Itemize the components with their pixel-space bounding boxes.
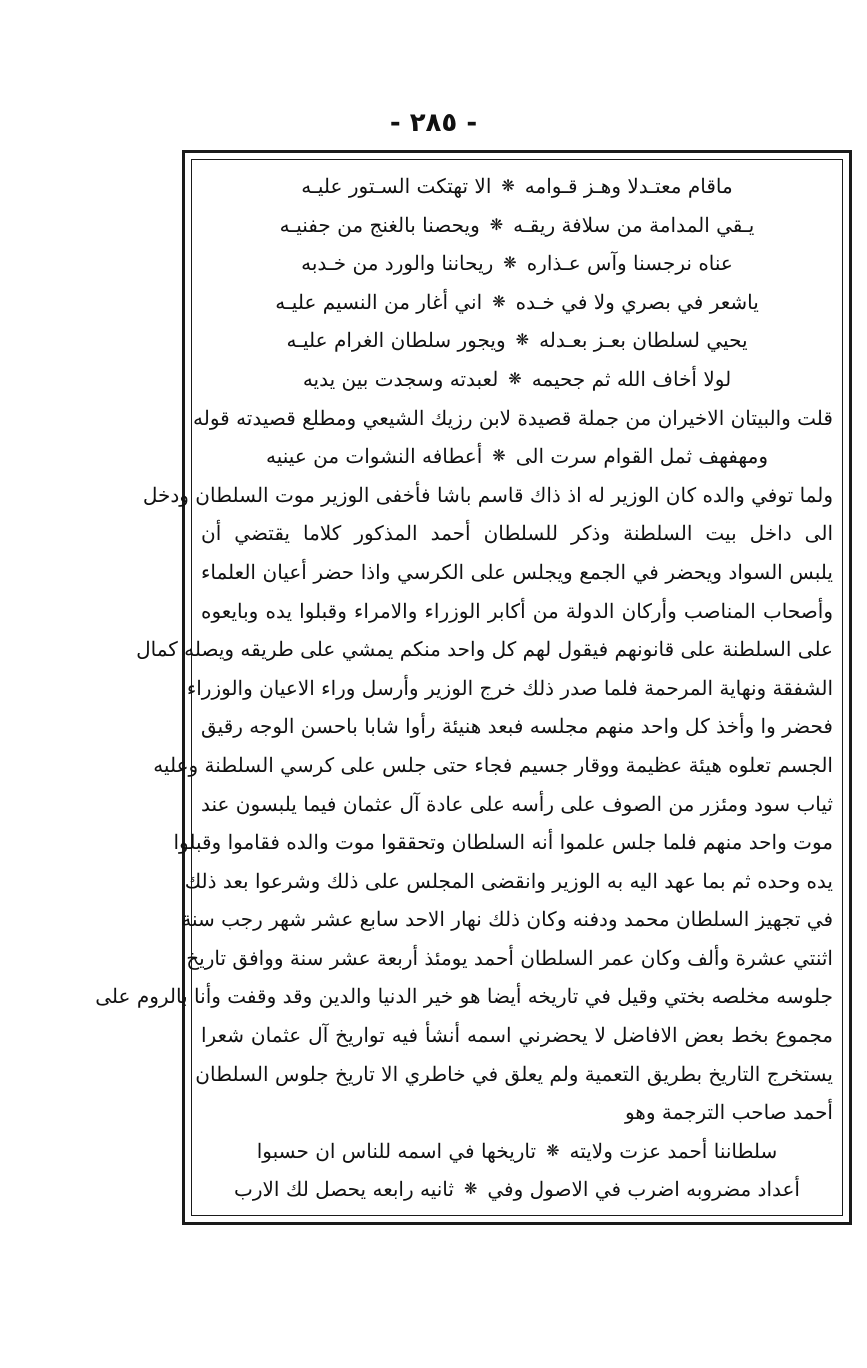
verse-separator-star-icon: ❋ <box>501 176 515 195</box>
prose-line: موت واحد منهم فلما جلس علموا أنه السلطان وتحققوا موت والده فقاموا وقبلوا <box>173 830 833 855</box>
prose-line: فحضر وا وأخذ كل واحد منهم مجلسه فبعد هنيئة رأوا شابا باحسن الوجه رقيق <box>201 714 833 739</box>
prose-line: ثياب سود ومئزر من الصوف على رأسه على عادة آل عثمان فيما يلبسون عند <box>200 791 833 816</box>
verse-separator-star-icon: ❋ <box>503 253 517 273</box>
prose-line: ولما توفي والده كان الوزير له اذ ذاك قاسم باشا فأخفى الوزير موت السلطان ودخل <box>142 482 833 507</box>
prose-line: على السلطنة على قانونهم فيقول لهم كل واحد منكم يمشي على طريقه ويصله كمال <box>136 637 833 662</box>
verse-separator-star-icon: ❋ <box>492 291 506 311</box>
verse-separator-star-icon: ❋ <box>463 1179 478 1199</box>
verse-hemistich-first: يحيي لسلطان بعـز بعـدله <box>539 328 748 353</box>
verse-hemistich-first: ياشعر في بصري ولا في خـده <box>515 289 759 314</box>
verse-separator-star-icon: ❋ <box>492 446 506 466</box>
verse-hemistich-first: عناه نرجسنا وآس عـذاره <box>526 251 733 276</box>
verse-separator-star-icon: ❋ <box>515 330 530 350</box>
verse-hemistich-second: الا تهتكت السـتور عليـه <box>301 174 492 198</box>
verse-hemistich-first: ومهفهف ثمل القوام سرت الى <box>515 444 769 469</box>
prose-line: اثنتي عشرة وألف وكان عمر السلطان أحمد يومئذ أربعة عشر سنة ووافق تاريخ <box>186 945 833 970</box>
verse-hemistich-first: أعداد مضروبه اضرب في الاصول وفي <box>487 1177 800 1202</box>
prose-line: يلبس السواد ويحضر في الجمع ويجلس على الكرسي واذا حضر أعيان العلماء <box>201 559 833 584</box>
verse-hemistich-first: يـقي المدامة من سلافة ريقـه <box>513 212 755 237</box>
verse-hemistich-second: اني أغار من النسيم عليـه <box>275 289 483 314</box>
verse-line <box>201 283 833 322</box>
verse-hemistich-second: ويحصنا بالغنج من جفنيـه <box>279 212 480 237</box>
prose-line: وأصحاب المناصب وأركان الدولة من أكابر الوزراء والامراء وقبلوا يده وبايعوه <box>201 598 833 623</box>
verse-separator-star-icon: ❋ <box>489 214 504 234</box>
verse-line <box>201 244 833 283</box>
verse-hemistich-first: لولا أخاف الله ثم جحيمه <box>531 366 732 391</box>
prose-line: يستخرج التاريخ بطريق التعمية ولم يعلق في خاطري الا تاريخ جلوس السلطان <box>195 1061 833 1086</box>
verse-separator-star-icon: ❋ <box>546 1140 560 1160</box>
verse-line <box>201 360 833 399</box>
verse-line <box>201 167 833 206</box>
prose-line: جلوسه مخلصه بختي وقيل في تاريخه أيضا هو خير الدنيا والدين وقد وقفت وأنا بالروم على <box>95 984 833 1009</box>
prose-line: يده وحده ثم بما عهد اليه به الوزير وانقضى المجلس على ذلك وشرعوا بعد ذلك <box>184 868 833 893</box>
verse-hemistich-first: ماقام معتـدلا وهـز قـوامه <box>524 174 733 198</box>
verse-hemistich-first: سلطاننا أحمد عزت ولايته <box>569 1138 778 1163</box>
verse-line <box>201 1132 833 1171</box>
prose-line-last: أحمد صاحب الترجمة وهو <box>624 1100 833 1125</box>
prose-line: مجموع بخط بعض الافاضل لا يحضرني اسمه أنشأ فيه تواريخ آل عثمان شعرا <box>201 1023 833 1048</box>
note-line: قلت والبيتان الاخيران من جملة قصيدة لابن رزيك الشيعي ومطلع قصيدته قوله <box>193 405 833 430</box>
verse-hemistich-second: تاريخها في اسمه للناس ان حسبوا <box>256 1138 537 1163</box>
page-number: - ٢٨٥ - <box>389 108 478 138</box>
prose-line: الى داخل بيت السلطنة وذكر للسلطان أحمد المذكور كلاما يقتضي أن <box>201 521 834 546</box>
verse-line <box>201 206 833 245</box>
verse-line <box>201 321 833 360</box>
prose-line: الجسم تعلوه هيئة عظيمة ووقار جسيم فجاء حتى جلس على كرسي السلطنة وعليه <box>153 752 833 777</box>
prose-line: الشفقة ونهاية المرحمة فلما صدر ذلك خرج الوزير وأرسل وراء الاعيان والوزراء <box>186 675 833 700</box>
verse-separator-star-icon: ❋ <box>508 368 522 388</box>
verse-line <box>201 1170 833 1209</box>
verse-hemistich-second: لعبدته وسجدت بين يديه <box>302 366 499 391</box>
prose-line: في تجهيز السلطان محمد ودفنه وكان ذلك نهار الاحد سابع عشر شهر رجب سنة <box>181 907 833 932</box>
verse-line <box>201 437 833 476</box>
verse-hemistich-second: ريحاننا والورد من خـدبه <box>301 251 494 276</box>
verse-hemistich-second: ثانيه رابعه يحصل لك الارب <box>234 1177 454 1202</box>
text-frame <box>95 150 852 1225</box>
page-text <box>95 167 834 1209</box>
verse-hemistich-second: أعطافه النشوات من عينيه <box>265 444 483 469</box>
verse-hemistich-second: ويجور سلطان الغرام عليـه <box>286 328 506 353</box>
